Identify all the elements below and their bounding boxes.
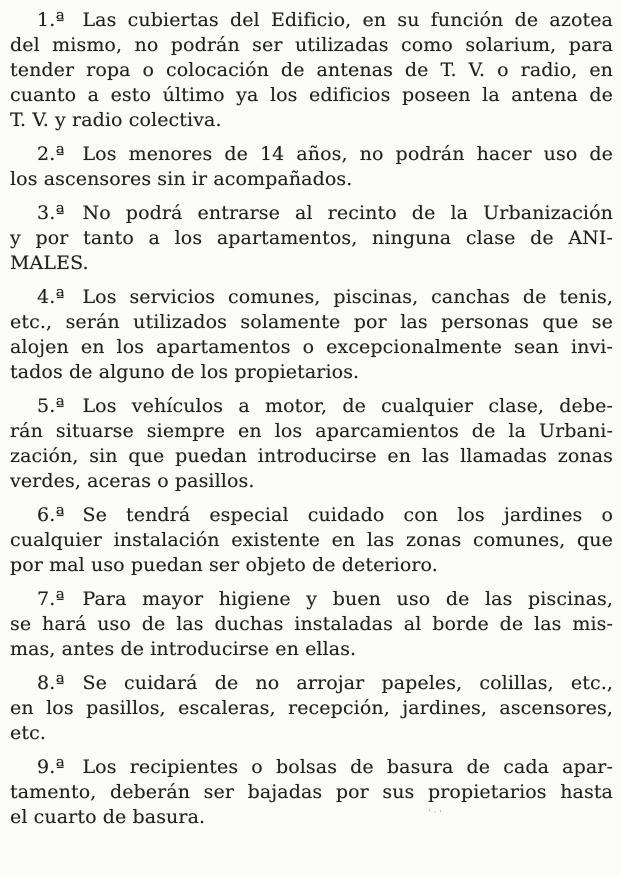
rule-line [10, 8, 613, 33]
rule-paragraph [10, 503, 613, 578]
rule-text: Para mayor higiene y buen uso de las piscinas, [82, 588, 613, 610]
rule-paragraph [10, 142, 613, 192]
rule-text: Los menores de 14 años, no podrán hacer uso de [82, 143, 613, 165]
rule-number: 1.ª [37, 9, 65, 31]
rule-number: 6.ª [37, 504, 65, 526]
rule-line: etc., serán utilizados solamente por las personas que se [10, 311, 613, 333]
rule-line [10, 394, 613, 419]
rule-line [10, 503, 613, 528]
rule-text: Los servicios comunes, piscinas, canchas de tenis, [82, 286, 613, 308]
rule-paragraph [10, 755, 613, 830]
rule-line [10, 755, 613, 780]
scan-smudge-artifact: ʼ·˒ [427, 806, 447, 820]
rule-line: y por tanto a los apartamentos, ninguna clase de ANI- [10, 227, 613, 249]
rule-text: Los recipientes o bolsas de basura de cada apar- [82, 756, 613, 778]
rule-line: en los pasillos, escaleras, recepción, jardines, ascensores, [10, 697, 613, 719]
rule-number: 4.ª [37, 286, 65, 308]
rule-paragraph [10, 671, 613, 746]
rule-text: Las cubiertas del Edificio, en su función de azotea [82, 9, 613, 31]
rule-line: tados de alguno de los propietarios. [10, 361, 360, 383]
rule-line [10, 142, 613, 167]
rule-line: zación, sin que puedan introducirse en las llamadas zonas [10, 445, 613, 467]
rule-text: Se tendrá especial cuidado con los jardines o [82, 504, 613, 526]
rule-line: del mismo, no podrán ser utilizadas como solarium, para [10, 34, 613, 56]
rule-number: 5.ª [37, 395, 65, 417]
rule-line: T. V. y radio colectiva. [10, 109, 222, 131]
rule-line: MALES. [10, 252, 89, 274]
rule-text: Se cuidará de no arrojar papeles, colillas, etc., [82, 672, 613, 694]
rule-line: alojen en los apartamentos o excepcionalmente sean invi- [10, 336, 613, 358]
rule-paragraph [10, 587, 613, 662]
rule-line: tender ropa o colocación de antenas de T. V. o radio, en [10, 59, 613, 81]
rule-line: cualquier instalación existente en las zonas comunes, que [10, 529, 613, 551]
rule-line: cuanto a esto último ya los edificios poseen la antena de [10, 84, 613, 106]
rule-text: Los vehículos a motor, de cualquier clase, debe- [82, 395, 613, 417]
rule-line: por mal uso puedan ser objeto de deterioro. [10, 554, 438, 576]
rule-number: 8.ª [37, 672, 65, 694]
rule-line: rán situarse siempre en los aparcamientos de la Urbani- [10, 420, 613, 442]
rule-line: etc. [10, 722, 46, 744]
rules-list [10, 8, 613, 830]
rule-number: 9.ª [37, 756, 65, 778]
rule-line [10, 285, 613, 310]
rule-paragraph [10, 285, 613, 385]
rule-number: 2.ª [37, 143, 65, 165]
rule-line: mas, antes de introducirse en ellas. [10, 638, 357, 660]
rule-paragraph [10, 394, 613, 494]
rule-line: tamento, deberán ser bajadas por sus propietarios hasta [10, 781, 613, 803]
rule-number: 7.ª [37, 588, 65, 610]
rule-line [10, 201, 613, 226]
rule-paragraph [10, 201, 613, 276]
rule-line [10, 671, 613, 696]
rule-number: 3.ª [37, 202, 65, 224]
rule-line: verdes, aceras o pasillos. [10, 470, 255, 492]
rule-line: el cuarto de basura. [10, 806, 206, 828]
rule-text: No podrá entrarse al recinto de la Urbanización [82, 202, 613, 224]
rule-line: se hará uso de las duchas instaladas al borde de las mis- [10, 613, 613, 635]
rule-line: los ascensores sin ir acompañados. [10, 168, 353, 190]
rule-paragraph [10, 8, 613, 133]
rule-line [10, 587, 613, 612]
